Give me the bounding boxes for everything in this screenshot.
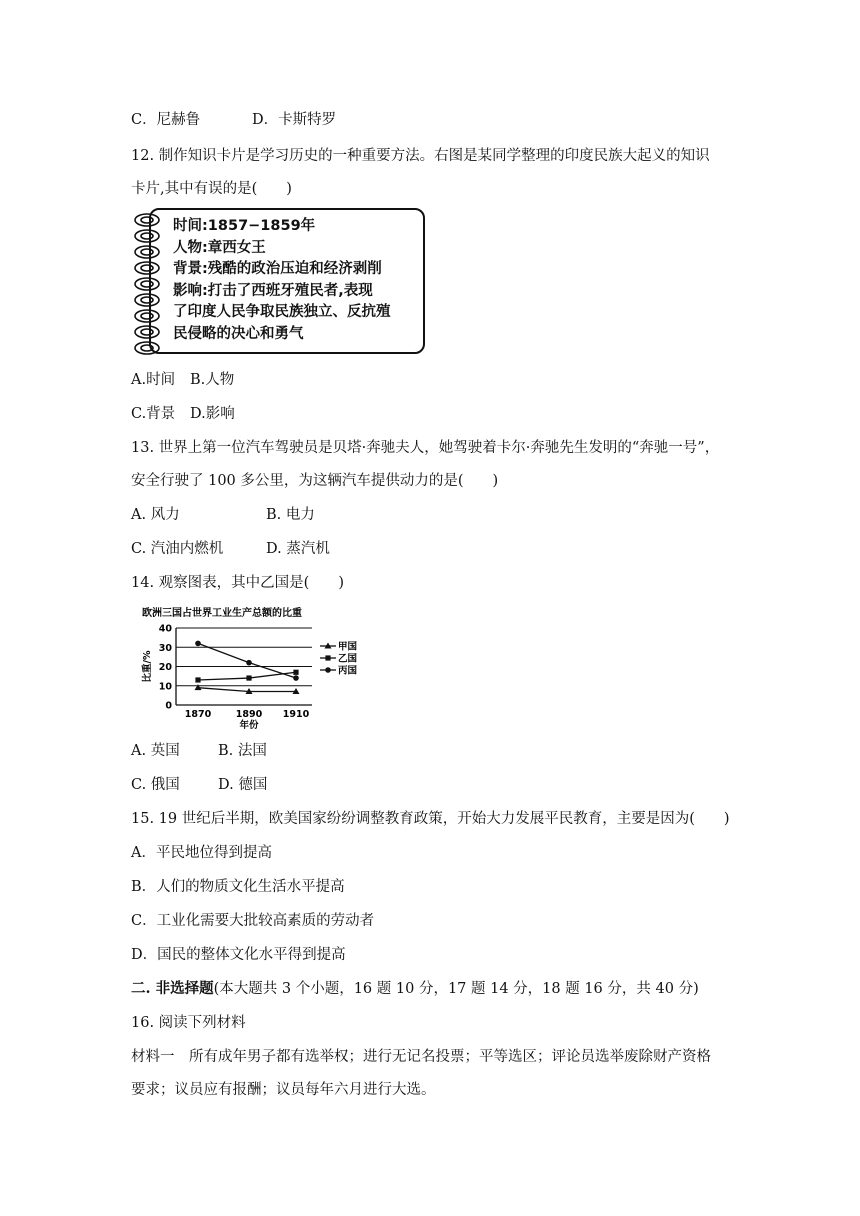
- section-title: 二. 非选择题: [131, 980, 214, 997]
- card-line-person: 人物:章西女王: [173, 239, 266, 256]
- y-tick-label: 40: [158, 623, 172, 635]
- y-tick-label: 0: [165, 700, 172, 712]
- y-tick-label: 10: [158, 681, 172, 693]
- q12-stem-line1: 12. 制作知识卡片是学习历史的一种重要方法。右图是某同学整理的印度民族大起义的知识: [131, 148, 710, 164]
- q14-option-b: B. 法国: [218, 743, 267, 759]
- circle-marker: [246, 660, 252, 666]
- q16-material1-line1: 材料一 所有成年男子都有选举权；进行无记名投票；平等选区；评论员选举废除财产资格: [131, 1049, 711, 1065]
- series-line: [198, 688, 296, 692]
- circle-marker: [195, 641, 201, 647]
- q15-option-a: A．平民地位得到提高: [131, 845, 272, 861]
- square-marker: [195, 677, 200, 682]
- q15-option-d: D．国民的整体文化水平得到提高: [131, 947, 346, 963]
- q11-option-c: C．尼赫鲁: [131, 112, 201, 128]
- square-marker: [246, 675, 251, 680]
- q13-option-a: A. 风力: [131, 507, 180, 523]
- x-tick-label: 1890: [235, 709, 263, 720]
- triangle-marker: [195, 684, 202, 690]
- q14-option-d: D. 德国: [218, 777, 268, 793]
- q14-stem: 14. 观察图表，其中乙国是( ): [131, 575, 344, 591]
- q16-stem: 16. 阅读下列材料: [131, 1015, 246, 1031]
- chart-title: 欧洲三国占世界工业生产总额的比重: [142, 608, 302, 619]
- chart-y-label: 比重/%: [142, 650, 153, 683]
- y-tick-label: 20: [158, 662, 172, 673]
- chart-legend: [320, 641, 358, 677]
- q12-option-c: C.背景: [131, 406, 176, 422]
- q11-option-d: D．卡斯特罗: [252, 112, 337, 128]
- q13-option-b: B. 电力: [266, 507, 315, 523]
- series-circle: [195, 641, 299, 681]
- q14-option-a: A. 英国: [131, 743, 180, 759]
- circle-marker: [293, 675, 299, 681]
- legend-label: 乙国: [338, 653, 358, 665]
- q13-stem-line2: 安全行驶了 100 多公里，为这辆汽车提供动力的是( ): [131, 473, 499, 489]
- q12-option-a: A.时间: [131, 372, 176, 388]
- x-tick-label: 1870: [184, 709, 212, 720]
- card-line-impact-2: 了印度人民争取民族独立、反抗殖: [173, 304, 391, 320]
- square-marker: [325, 655, 330, 660]
- square-marker: [293, 670, 298, 675]
- legend-label: 甲国: [338, 641, 358, 653]
- card-line-background: 背景:残酷的政治压迫和经济剥削: [173, 261, 382, 277]
- q16-material1-line2: 要求；议员应有报酬；议员每年六月进行大选。: [131, 1082, 436, 1098]
- q15-stem: 15. 19 世纪后半期，欧美国家纷纷调整教育政策，开始大力发展平民教育，主要是因为( ): [131, 811, 730, 827]
- x-tick-label: 1910: [282, 709, 310, 720]
- series-square: [195, 670, 298, 683]
- q12-option-b: B.人物: [190, 372, 235, 388]
- circle-marker: [325, 667, 331, 673]
- card-line-time: 时间:1857−1859年: [173, 218, 316, 234]
- y-tick-label: 30: [158, 642, 172, 654]
- section-heading: [131, 979, 699, 999]
- section-note: (本大题共 3 个小题，16 题 10 分，17 题 14 分，18 题 16 分，共 40 分): [213, 981, 699, 997]
- q13-option-c: C. 汽油内燃机: [131, 541, 224, 557]
- chart-x-ticks: [185, 709, 310, 720]
- card-text: [173, 216, 391, 345]
- q13-stem-line1: 13. 世界上第一位汽车驾驶员是贝塔·奔驰夫人，她驾驶着卡尔·奔驰先生发明的“奔驰一号”，: [131, 440, 720, 456]
- q13-option-d: D. 蒸汽机: [266, 541, 330, 557]
- chart-x-label: 年份: [239, 720, 259, 730]
- knowledge-card: [131, 208, 429, 358]
- chart-y-ticks: [159, 624, 173, 712]
- q15-option-b: B．人们的物质文化生活水平提高: [131, 879, 345, 895]
- q12-option-d: D.影响: [190, 406, 235, 422]
- industry-share-chart: [140, 604, 380, 730]
- q15-option-c: C．工业化需要大批较高素质的劳动者: [131, 913, 375, 929]
- q14-option-c: C. 俄国: [131, 777, 180, 793]
- q12-stem-line2: 卡片,其中有误的是( ): [131, 181, 292, 197]
- legend-label: 丙国: [338, 665, 358, 677]
- card-line-impact-1: 影响:打击了西班牙殖民者,表现: [173, 282, 373, 299]
- card-line-impact-3: 民侵略的决心和勇气: [173, 325, 304, 342]
